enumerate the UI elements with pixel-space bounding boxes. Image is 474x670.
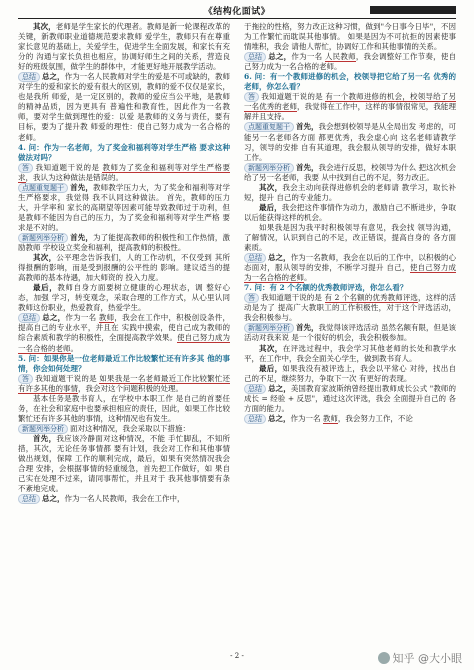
text-run: 总之， [268, 253, 291, 263]
underlined-text: 有 2 个名额的优秀教师评选 [324, 293, 419, 303]
paragraph [18, 183, 230, 233]
text-run: 首先， [296, 162, 319, 172]
text-run: 总之， [268, 413, 291, 423]
paragraph [244, 293, 456, 323]
paragraph [244, 253, 456, 283]
text-run: 教师自身方面要树立健康的心理状态，调 整好心态，加强 学习，转变观念，采取合理的工作方式，从心里认同教师这份职业，热爱教育，热爱学生。 [18, 283, 230, 313]
paragraph [18, 233, 230, 253]
underlined-text: 人民教师 [324, 52, 356, 62]
text-run: ，我觉得在工作中，这样的事情很常见，我能理解并且支持。 [244, 102, 457, 122]
paragraph [18, 494, 230, 504]
text-run: 于拖拉的性格，努力改正这种习惯，做到 [244, 22, 381, 31]
paragraph [244, 364, 456, 384]
section-tag: 总结 [244, 52, 266, 62]
text-run: 。 [70, 343, 78, 353]
text-run: 面对这种情况，我会采取以下措施： [70, 423, 190, 433]
section-tag: 新题列举分析 [244, 323, 294, 333]
text-run: 最后， [33, 283, 58, 293]
text-run: 作为一名人民教师，我会在工作中， [64, 494, 185, 504]
text-run: 在评选过程中，我会学习其他老师的长处和教学水平，在工作中，我会全面关心学生，做到教书育人。 [244, 343, 456, 363]
text-run: 其次， [259, 182, 283, 192]
text-run: 总之， [42, 494, 65, 504]
section-tag: 答 [18, 163, 33, 173]
text-run: 我知道题干说的是 [35, 162, 103, 172]
text-run: 最后， [259, 363, 283, 373]
underlined-text: 使自己努力成为一名合格的老师 [244, 263, 457, 283]
question-heading [244, 72, 456, 92]
section-tag: 总结 [18, 313, 40, 323]
text-run: ，我会在工作中，积极创设条件，提高自己的专业水平，并且在 实践中摸索，使自己成为教师的综合素质和教学的积极性，全面提高教学效果。 [18, 313, 231, 343]
paragraph [18, 72, 230, 142]
text-run: 教师教学压力大，为了奖金和福利等对学生严格要求，我觉得 我不认同这种做法。 首先，教师的压力大，升学率和 家长的高期望等因素可能导致教师过于功利，但 是教师不能因为自己的压力，为了奖金和福利等对学生严格 要求是不对的。 [18, 182, 231, 232]
text-run: 公平理念告诉我们，人的工作动机，不仅受到 其所得报酬的影响，而是受到报酬的公平性的 影响。建议适当的提高教师的基本待遇，加大师资的 投入力度。 [18, 253, 230, 283]
question-heading [18, 354, 230, 374]
text-run: 首先， [70, 182, 93, 192]
paragraph [244, 203, 456, 223]
header-decoration-bar [370, 6, 456, 14]
underlined-text: 如果我是一名老师最近工作比较繁忙还有许多其他的事情 [18, 373, 231, 393]
text-run: 首先， [296, 122, 319, 132]
question-heading [244, 283, 456, 293]
text-run: 我会进行反思，校领导为什么 把这次机会给了另一名老师，我要 从中找到自己的不足，努力改正。 [244, 162, 457, 182]
text-run: 我会想到校领导是从全局出发 考虑的，可能另一名老师各方面 都更优秀，我会虚心向 这名老师请教学习，领导的安排 自有其道理，我会服从领导的安排，做好本职 工作。 [244, 122, 457, 162]
underlined-text: 教师为了奖金和福利等对学生严格要求 [18, 162, 231, 182]
text-run: 4. 问：作为一名老师，为了奖金和福利等对学生严格 要求这种做法对吗？ [18, 142, 230, 162]
text-run: 最后， [259, 202, 282, 212]
text-run: 总之， [268, 383, 291, 393]
text-run: ，我认为这种做法是错误的。 [25, 172, 123, 182]
text-run: 作为一名 [291, 52, 325, 62]
text-run: 如果我是因为我平时积极领导有意见，我会找 领导沟通，了解情况，认识到自己的不足，改正错误，提高自身的 各方面素质。 [244, 222, 456, 253]
left-column [18, 22, 230, 504]
text-run: 其次， [259, 343, 283, 353]
text-run: ，我会对这个问题积极的处理。 [78, 383, 183, 393]
text-run: 为了能提高教师的积极性和工作热情，激励教师 学校设立奖金和福利，提高教师的积极性。 [18, 232, 231, 253]
text-run: 总之， [42, 72, 65, 82]
paragraph [18, 253, 230, 283]
text-run: 其次， [33, 22, 56, 31]
paragraph [18, 424, 230, 434]
section-tag: 点题重复题干 [244, 122, 294, 132]
underlined-text: 教师 [322, 413, 338, 423]
text-run: ，我会调整好工作节奏，使自己努力成为一名合格的老师。 [244, 52, 457, 72]
paragraph [18, 163, 230, 183]
paragraph [18, 22, 230, 72]
underlined-text: 教师 [98, 313, 115, 323]
paragraph [244, 52, 456, 72]
paragraph [244, 22, 456, 52]
section-tag: 总结 [244, 253, 266, 263]
paragraph [18, 374, 230, 394]
underlined-text: 使自己努力成为一名合格的老师 [18, 333, 231, 353]
question-heading [18, 143, 230, 163]
text-run: 作为一名 [290, 413, 323, 423]
page-title: 《结构化面试》 [203, 7, 271, 17]
paragraph [18, 313, 230, 353]
paragraph [244, 122, 456, 162]
text-run: ，不因为工作繁忙而耽误其他事情。 如果是因为不可抗拒的因素使事情堆积，我会 请他人帮忙，协调好工作和其他事情的关系。 [244, 22, 457, 52]
paragraph [18, 283, 230, 313]
paragraph [244, 223, 456, 253]
section-tag: 答 [244, 92, 259, 102]
text-run: 我会主动向获得进修机会的老师请 教学习，取长补短，提升 自己的专业能力。 [244, 182, 456, 202]
section-tag: 总结 [244, 414, 266, 424]
section-tag: 总结 [18, 494, 40, 504]
paragraph [244, 384, 456, 414]
section-tag: 新题列举分析 [18, 424, 68, 434]
paragraph [244, 183, 456, 203]
watermark-text: 知乎 @大小眼 [392, 652, 462, 665]
text-run: 首先， [296, 323, 319, 333]
text-run: 我知道题干说的是 [35, 373, 100, 383]
text-run: 作为一名人民教师对学生的爱是不可或缺的，教师对学生的爱和家长的爱有很大的区别，教师的爱不仅仅是家长，也是我所 师爱，是一定区别的，教师的爱应当公平地，是教师的精神品质，因为更具有 普遍性和教育性，因此作为一名教师，要对学生做到理性的爱：以爱 是教师的义务与责任，要有目标，要为了提升教 师爱的理性：使自己努力成为一名合格的老师。 [18, 72, 231, 142]
section-tag: 答 [244, 293, 259, 303]
text-run: 7. 问：有 2 个名额的优秀教师评选，你怎么看？ [244, 283, 408, 293]
section-tag: 总结 [18, 72, 40, 82]
text-run: 总之， [42, 313, 66, 323]
page-number: - 2 - [230, 652, 244, 660]
text-run: 5. 问：如果你是一位老师最近工作比较繁忙还有许多其 他的事情，你会如何处理？ [18, 353, 230, 373]
text-run: 美国教育家波斯纳曾经提出教师成长公式 "教师的成长 = 经验 + 反思"，通过这次评选，我会 全面提升自己的 各方面的能力。 [244, 383, 457, 413]
text-run: 我应该冷静面对这种情况，不能 手忙脚乱，不知所措，其次，无论任务事情都 要有计划，我会对工作和其他事情做出规划，保障 工作的顺利完成，最后，如果有突然情况我会合理 安排，会根据事情的轻重缓急，首先把工作做好，如 果自己实在处理不过来，请同事帮忙，并且对于 我其他事情要有条不紊地完成。 [18, 433, 230, 494]
text-run: 如果我没有被评选上，我会以平常心 对待，找出自己的不足，继续努力，争取下一次 有更好的表现。 [244, 363, 456, 383]
text-run: 我知道题干说的是 [261, 293, 325, 303]
right-column [244, 22, 456, 424]
text-run: 作为一名教师，我会在以后的工作中，以积极的心态面对，服从领导的安排，不断学习提升 自己， [244, 253, 457, 273]
paragraph [244, 92, 456, 122]
text-run: 首先， [70, 232, 93, 242]
paragraph [244, 323, 456, 343]
paragraph [244, 344, 456, 364]
text-run: "今日事今日毕" [380, 22, 434, 31]
paragraph [18, 394, 230, 424]
watermark [378, 650, 463, 666]
underlined-text: 有一个教师进修的机会，校领导给了另一名优秀的老师 [244, 92, 457, 112]
section-tag: 新题列举分析 [18, 233, 68, 243]
paragraph [18, 434, 230, 494]
text-run: 我知道题干说的是 [261, 92, 326, 102]
section-tag: 点题重复题干 [18, 183, 68, 193]
page-header [18, 4, 456, 19]
avatar-icon [378, 652, 390, 664]
text-run: 基本任务是教书育人，在学校中本职工作 是自己的首要任务，在社会和家庭中也要承担相应的责任，因此，如果工作比较繁忙还有许多其他的事情，这种情况也有发生。 [18, 393, 230, 423]
text-run: 6. 问：有一个教师进修的机会，校领导把它给了另一名 优秀的老师，你怎么看？ [244, 72, 456, 92]
section-tag: 答 [18, 374, 33, 384]
text-run: 首先， [33, 433, 57, 443]
text-run: 。 [304, 273, 312, 283]
text-run: ，这样的活动是为了 提高广大教职工的工作积极性，对于这个评选活动，我会积极参与。 [244, 293, 457, 323]
text-run: 我会把这件事情作为动力，激励自己不断进步，争取 以后能获得这样的机会。 [244, 202, 457, 222]
text-run: 我觉得该评选活动 虽然名额有限，但是该活动对我来说 是一个很好的机会，我会积极参加。 [244, 323, 457, 343]
paragraph [244, 163, 456, 183]
section-tag: 总结 [244, 384, 266, 394]
section-tag: 新题列举分析 [244, 163, 294, 173]
paragraph [244, 414, 456, 424]
text-run: 其次， [33, 253, 57, 263]
text-run: 老师是学生家长的代理者。教师是新一轮课程改革的关键，新教师职业道德规范要求教师 爱学生，教师只有在尊重家长意见的基础上，关爱学生，促进学生全面发展，和家长有充分的 沟通与家长负担也相应，协调好师生之间的关系，营造良好的班级氛围，做学生的群体中，才能更好地开展教学活动。 [18, 22, 231, 72]
text-run: 作为一名 [65, 313, 99, 323]
text-run: ，我会努力工作，不论 [337, 413, 413, 423]
text-run: 总之， [268, 52, 292, 62]
